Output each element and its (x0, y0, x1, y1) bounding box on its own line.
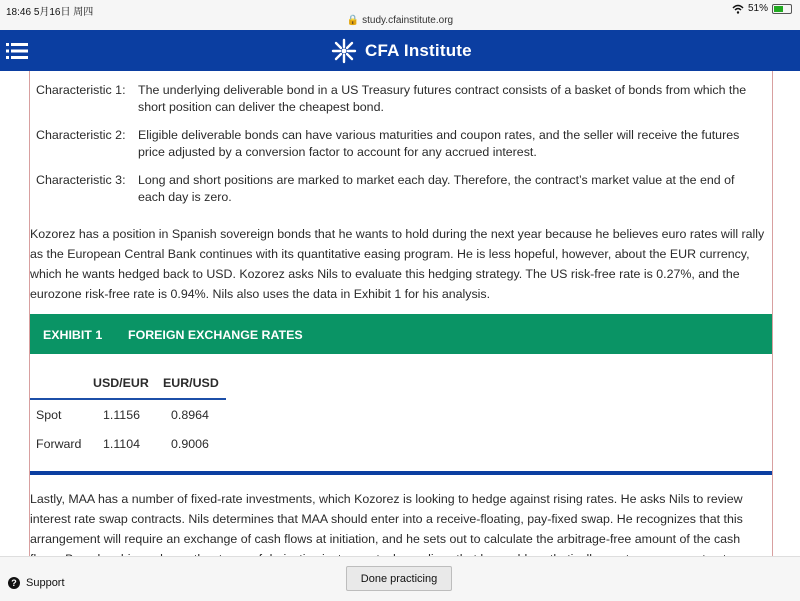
exhibit-title: FOREIGN EXCHANGE RATES (128, 328, 303, 342)
characteristic-label: Characteristic 3: (36, 173, 126, 187)
table-cell: 1.1104 (103, 437, 140, 451)
support-label: Support (26, 577, 65, 589)
menu-icon[interactable] (6, 42, 28, 60)
exhibit-number: EXHIBIT 1 (43, 328, 103, 342)
question-content[interactable] (29, 71, 773, 556)
support-link[interactable] (8, 577, 65, 589)
row-label-forward: Forward (36, 437, 82, 451)
bottom-bar (0, 556, 800, 601)
status-right (732, 3, 792, 14)
characteristic-text: Eligible deliverable bonds can have various maturities and coupon rates, and the seller will receive the futures price adjusted by a conversion factor to account for any accrued interest. (138, 128, 740, 159)
status-time: 18:46 5月16日 周四 (6, 7, 94, 18)
column-header: EUR/USD (163, 376, 219, 390)
row-label-spot: Spot (36, 408, 62, 422)
wifi-icon (732, 4, 744, 14)
help-icon: ? (8, 577, 20, 589)
cfa-logo[interactable] (331, 38, 472, 64)
table-cell: 0.9006 (171, 437, 209, 451)
done-practicing-button[interactable]: Done practicing (346, 566, 452, 591)
table-cell: 0.8964 (171, 408, 209, 422)
paragraph-kozorez: Kozorez has a position in Spanish sovereign bonds that he wants to hold during the next year because he believes euro rates will rally as the European Central Bank continues with its quantitative easing program. He is less hopeful, however, about the EUR currency, which he wants hedged back to USD. Kozorez asks Nils to evaluate this hedging strategy. The US risk-free rate is 0.27%, and the eurozone risk-free rate is 0.94%. Nils also uses the data in Exhibit 1 for his analysis. (30, 227, 765, 301)
lock-icon: 🔒 (346, 15, 360, 26)
battery-percent: 51% (747, 3, 768, 14)
characteristic-text: Long and short positions are marked to market each day. Therefore, the contract’s market value at the end of each day is zero. (138, 173, 735, 204)
table-header-rule (30, 398, 226, 400)
exhibit-header (30, 314, 772, 354)
url-text: study.cfainstitute.org (362, 15, 454, 26)
logo-text: CFA Institute (365, 41, 472, 60)
characteristic-label: Characteristic 1: (36, 83, 126, 97)
battery-icon (772, 4, 792, 14)
address-bar[interactable] (0, 15, 800, 26)
status-bar (0, 0, 800, 30)
cfa-globe-icon (331, 38, 357, 64)
site-header (0, 30, 800, 71)
characteristic-label: Characteristic 2: (36, 128, 126, 142)
characteristic-text: The underlying deliverable bond in a US Treasury futures contract consists of a basket of bonds from which the short position can deliver the cheapest bond. (138, 83, 747, 114)
paragraph-swap: Lastly, MAA has a number of fixed-rate investments, which Kozorez is looking to hedge against rising rates. He asks Nils to review interest rate swap contracts. Nils determines that MAA should enter into a receive-floating, pay-fixed swap. He recognizes that this arrangement will require an exchange of cash flows at initiation, and he sets out to calculate the arbitrage-free amount of the cash (30, 492, 743, 546)
column-header: USD/EUR (93, 376, 149, 390)
table-cell: 1.1156 (103, 408, 140, 422)
section-divider (30, 471, 772, 475)
